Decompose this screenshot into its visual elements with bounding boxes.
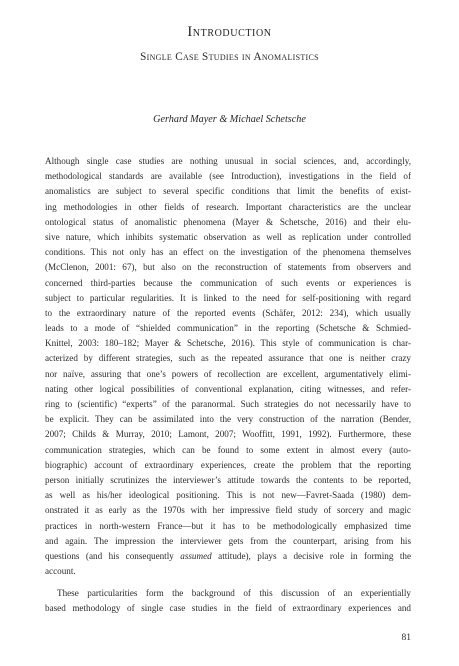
text-line: be explicit. They can be assimilated into the very construction of the narration (Bender, <box>45 414 411 425</box>
paragraph-gap <box>45 579 411 586</box>
text-line: communication strategies, which can be found to some extent in almost every (auto- <box>45 444 411 455</box>
text-line: (McClenon, 2001: 67), but also on the reconstruction of statements from observers and <box>45 262 411 273</box>
chapter-title: Introduction <box>187 24 272 40</box>
text-line: sive nature, which inhibits systematic observation as well as replication under controlled <box>45 231 411 242</box>
text-line: person initially scrutinizes the interviewer’s attitude towards the contents to be reported, <box>45 474 411 485</box>
text-line: nating other logical possibilities of conventional explanation, citing witnesses, and refer- <box>45 383 411 394</box>
text-line <box>45 549 411 564</box>
text-line: These particularities form the background of this discussion of an experientially <box>57 588 411 599</box>
emphasis-assumed: assumed <box>180 550 212 561</box>
text-line-end: attitude), plays a decisive role in forming the <box>211 550 411 561</box>
text-line: concerned third-parties because the communication of such events or experiences is <box>45 277 411 288</box>
text-line: ontological status of anomalistic phenomena (Mayer & Schetsche, 2016) and their elu- <box>45 216 411 227</box>
text-line: conditions. This not only has an effect on the investigation of the phenomena themselves <box>45 247 411 258</box>
text-line-start: questions (and his consequently <box>45 550 181 561</box>
paragraph-1 <box>45 154 411 579</box>
text-line: biographic) account of extraordinary experiences, create the problem that the reporting <box>45 459 411 470</box>
text-line: nor naïve, assuring that one’s powers of recollection are excellent, argumentatively elimi- <box>45 368 411 379</box>
authors: Gerhard Mayer & Michael Schetsche <box>153 114 306 125</box>
text-line: and again. The impression the interviewer gets from the counterpart, arising from his <box>45 535 411 546</box>
text-line: Although single case studies are nothing unusual in social sciences, and, accordingly, <box>45 156 411 166</box>
text-line: ing methodologies in other fields of research. Important characteristics are the unclear <box>45 201 411 212</box>
text-line: methodological standards are available (see Introduction), investigations in the field of <box>45 171 411 182</box>
text-line: to the extraordinary nature of the reported events (Schäfer, 2012: 234), which usually <box>45 307 411 318</box>
text-line: leads to a mode of “shielded communication” in the reporting (Schetsche & Schmied- <box>45 323 411 334</box>
page-number: 81 <box>401 633 411 643</box>
text-line: practices in north-western France—but it has to be methodologically emphasized time <box>45 520 411 531</box>
text-line: anomalistics are subject to several specific conditions that limit the benefits of exist- <box>45 186 411 197</box>
text-line: subject to particular regularities. It is linked to the need for self-positioning with regard <box>45 292 411 303</box>
text-line: account. <box>45 566 76 577</box>
text-line: ring to (scientific) “experts” of the paranormal. Such strategies do not necessarily have to <box>45 399 411 409</box>
text-line: as well as his/her ideological positioning. This is not new—Favret-Saada (1980) dem- <box>45 490 411 501</box>
body-text <box>45 154 411 617</box>
paragraph-2 <box>45 586 411 616</box>
text-line: 2007; Childs & Murray, 2010; Lamont, 2007; Wooffitt, 1991, 1992). Furthermore, these <box>45 429 411 440</box>
text-line: Knittel, 2003: 180–182; Mayer & Schetsche, 2016). This style of communication is char- <box>45 338 411 349</box>
chapter-subtitle: Single Case Studies in Anomalistics <box>140 51 319 63</box>
text-line: onstrated it as early as the 1970s with her impressive field study of sorcery and magic <box>45 505 411 516</box>
text-line: acterized by different strategies, such as the repeated assurance that one is neither crazy <box>45 353 411 364</box>
text-line: based methodology of single case studies in the field of extraordinary experiences and <box>45 603 411 614</box>
